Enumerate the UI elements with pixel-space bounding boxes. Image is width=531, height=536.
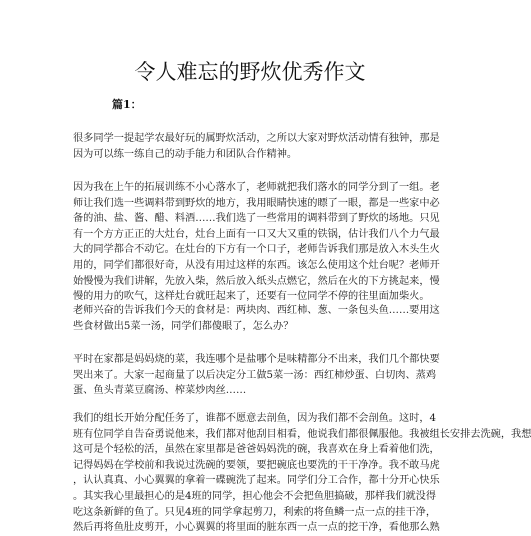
paragraph-line: 吃这条新鲜的鱼了。只见4班的同学拿起剪刀，利索的将鱼鳞一点一点的挂干净， <box>73 506 437 518</box>
paragraph-5 <box>73 411 531 536</box>
paragraph-line: 备的油、盐、酱、醋、料酒……我们选了一些常用的调料带到了野炊的场地。只见 <box>73 213 440 225</box>
paragraph-1 <box>73 131 440 162</box>
paragraph-line: 大的同学都合不动它。在灶台的下方有一个口子，老师告诉我们那是放入木头生火 <box>73 244 440 256</box>
paragraph-line: 有一个方方正正的大灶台，灶台上面有一口又大又重的铁锅，估计我们八个力气最 <box>73 228 440 240</box>
paragraph-2 <box>73 180 440 305</box>
paragraph-line: 。其实我心里最担心的是4班的同学，担心他会不会把鱼胆搞破，那样我们就没得 <box>73 490 437 502</box>
paragraph-line: 我们的组长开始分配任务了，谁都不愿意去剖鱼，因为我们都不会剖鱼。这时，4 <box>73 413 437 424</box>
paragraph-line: 始慢慢为我们讲解，先放入柴，然后放入纸头点燃它，然后在火的下方挑起来，慢 <box>73 275 440 287</box>
paragraph-4 <box>73 352 440 399</box>
paragraph-3 <box>73 303 440 334</box>
paragraph-line: 班有位同学自告奋勇说他来，我们都对他刮目相看，他说我们都很佩服他。我被组长安排去洗碗，我想 <box>73 428 531 440</box>
section-heading: 篇1： <box>112 98 142 111</box>
paragraph-line: 哭出来了。大家一起商量了以后决定分工做5菜一汤：西红柿炒蛋、白切肉、蒸鸡 <box>73 369 437 381</box>
paragraph-line: 慢的用力的吹气，这样灶台就旺起来了，还要有一位同学不停的往里面加柴火。 <box>73 291 430 303</box>
paragraph-line: ，认认真真、小心翼翼的拿着一碟碗洗了起来。同学们分工合作，都十分开心快乐 <box>73 475 440 487</box>
paragraph-line: 师让我们选一些调料带到野炊的地方，我用眼睛快速的瞟了一眼，都是一些家中必 <box>73 197 440 209</box>
paragraph-line: 老师兴奋的告诉我们今天的食材是：两块肉、西红柿、葱、一条包头鱼……要用这 <box>73 305 440 316</box>
paragraph-line: 很多同学一提起学农最好玩的属野炊活动，之所以大家对野炊活动情有独钟，那是 <box>73 133 440 144</box>
paragraph-line: 蛋、鱼头青菜豆腐汤、榨菜炒肉丝…… <box>73 385 247 397</box>
paragraph-line: 然后再将鱼肚皮剪开，小心翼翼的将里面的脏东西一点一点的挖干净，看他那么熟 <box>73 522 440 534</box>
paragraph-line: 记得妈妈在学校前和我说过洗碗的要领，要把碗底也要洗的干干净净。我不敢马虎 <box>73 459 440 471</box>
paragraph-line: 用的，同学们都很好奇，从没有用过这样的东西。该怎么使用这个灶台呢？老师开 <box>73 259 440 271</box>
page-title: 令人难忘的野炊优秀作文 <box>134 60 366 84</box>
paragraph-line: 因为可以练一练自己的动手能力和团队合作精神。 <box>73 148 298 160</box>
paragraph-line: 些食材做出5菜一汤，同学们都傻眼了，怎么办？ <box>73 320 294 332</box>
paragraph-line: 因为我在上午的拓展训练不小心落水了，老师就把我们落水的同学分到了一组。老 <box>73 182 440 193</box>
paragraph-line: 这可是个轻松的活，虽然在家里都是爸爸妈妈洗的碗，我喜欢在身上看着他们洗， <box>73 444 440 456</box>
paragraph-line: 平时在家都是妈妈烧的菜，我连哪个是盐哪个是味精都分不出来，我们几个都快要 <box>73 354 440 365</box>
